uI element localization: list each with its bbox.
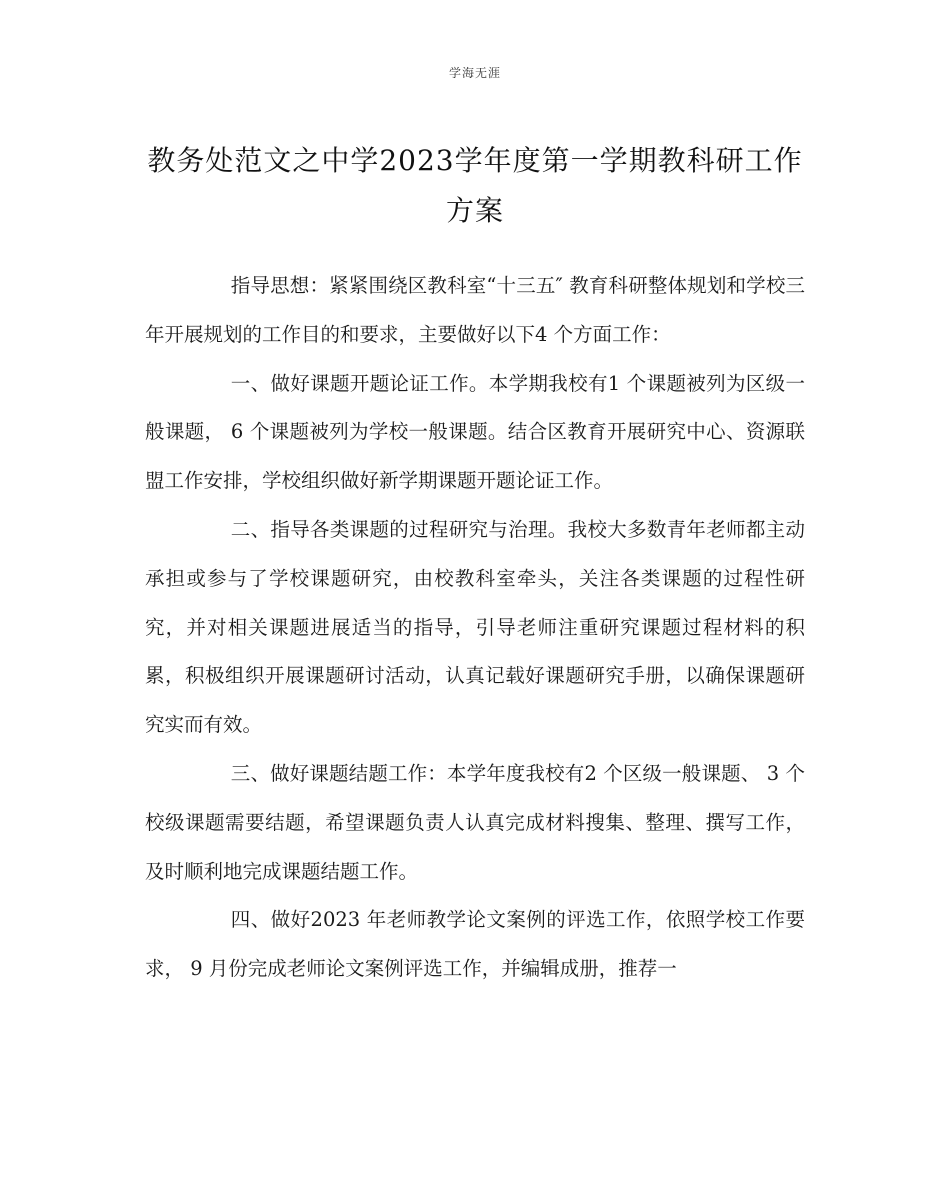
paragraph-item-1: 一、做好课题开题论证工作。本学期我校有1 个课题被列为区级一般课题， 6 个课题被列为学校一般课题。结合区教育开展研究中心、资源联盟工作安排，学校组织做好新学期课题开题论证工作。 xyxy=(145,371,805,493)
paragraph-item-4: 四、做好2023 年老师教学论文案例的评选工作，依照学校工作要求， 9 月份完成老师论文案例评选工作，并编辑成册，推荐一 xyxy=(145,908,805,981)
page-header: 学海无涯 xyxy=(448,66,501,80)
paragraph-item-3: 三、做好课题结题工作：本学年度我校有2 个区级一般课题、 3 个校级课题需要结题，希望课题负责人认真完成材料搜集、整理、撰写工作，及时顺利地完成课题结题工作。 xyxy=(145,761,805,883)
document-body xyxy=(145,262,805,994)
paragraph-item-2: 二、指导各类课题的过程研究与治理。我校大多数青年老师都主动承担或参与了学校课题研究，由校教科室牵头，关注各类课题的过程性研究，并对相关课题进展适当的指导，引导老师注重研究课题过程材料的积累，积极组织开展课题研讨活动，认真记载好课题研究手册，以确保课题研究实而有效。 xyxy=(145,517,805,737)
paragraph-guiding-idea: 指导思想：紧紧围绕区教科室“十三五″ 教育科研整体规划和学校三年开展规划的工作目的和要求，主要做好以下4 个方面工作： xyxy=(145,274,805,346)
document-title: 教务处范文之中学2023学年度第一学期教科研工作方案 xyxy=(147,144,803,227)
